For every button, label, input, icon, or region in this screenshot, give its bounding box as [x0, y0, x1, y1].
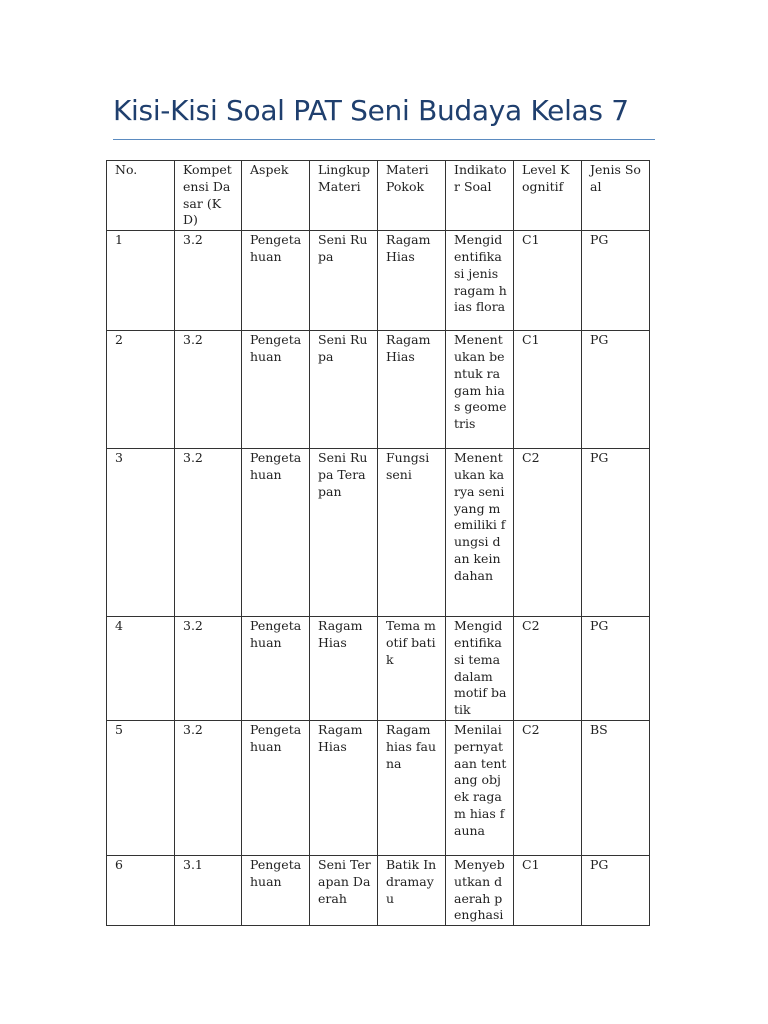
cell-materi: Ragam Hias	[378, 331, 446, 449]
header-no: No.	[107, 161, 175, 231]
cell-kd: 3.2	[175, 617, 242, 721]
cell-no: 5	[107, 720, 175, 855]
table-row	[107, 449, 650, 617]
cell-indikator: Menentukan karya seni yang memiliki fungsi dan keindahan	[446, 449, 514, 617]
cell-materi: Ragam Hias	[378, 231, 446, 331]
cell-jenis: PG	[582, 231, 650, 331]
header-lingkup-materi: Lingkup Materi	[310, 161, 378, 231]
header-materi-pokok: Materi Pokok	[378, 161, 446, 231]
cell-level: C2	[514, 449, 582, 617]
table-row	[107, 617, 650, 721]
cell-aspek: Pengetahuan	[242, 855, 310, 925]
cell-level: C1	[514, 855, 582, 925]
cell-lingkup: Ragam Hias	[310, 720, 378, 855]
cell-jenis: PG	[582, 331, 650, 449]
table-row	[107, 720, 650, 855]
cell-lingkup: Seni Rupa	[310, 231, 378, 331]
cell-aspek: Pengetahuan	[242, 449, 310, 617]
cell-lingkup: Seni Rupa	[310, 331, 378, 449]
cell-no: 4	[107, 617, 175, 721]
document-title: Kisi-Kisi Soal PAT Seni Budaya Kelas 7	[113, 94, 629, 127]
cell-jenis: PG	[582, 855, 650, 925]
cell-lingkup: Seni Terapan Daerah	[310, 855, 378, 925]
cell-jenis: PG	[582, 617, 650, 721]
cell-kd: 3.2	[175, 231, 242, 331]
header-kompetensi-dasar: Kompetensi Dasar (KD)	[175, 161, 242, 231]
cell-kd: 3.2	[175, 331, 242, 449]
cell-no: 6	[107, 855, 175, 925]
cell-no: 1	[107, 231, 175, 331]
cell-indikator: Menilai pernyataan tentang objek ragam hias fauna	[446, 720, 514, 855]
header-level-kognitif: Level Kognitif	[514, 161, 582, 231]
title-underline	[113, 139, 655, 140]
cell-kd: 3.2	[175, 449, 242, 617]
cell-indikator: Mengidentifikasi jenis ragam hias flora	[446, 231, 514, 331]
cell-aspek: Pengetahuan	[242, 231, 310, 331]
table-row	[107, 855, 650, 925]
cell-level: C1	[514, 231, 582, 331]
kisi-kisi-table	[106, 160, 650, 926]
cell-materi: Tema motif batik	[378, 617, 446, 721]
cell-lingkup: Seni Rupa Terapan	[310, 449, 378, 617]
cell-lingkup: Ragam Hias	[310, 617, 378, 721]
cell-materi: Batik Indramayu	[378, 855, 446, 925]
table-row	[107, 231, 650, 331]
header-jenis-soal: Jenis Soal	[582, 161, 650, 231]
cell-jenis: BS	[582, 720, 650, 855]
cell-aspek: Pengetahuan	[242, 720, 310, 855]
cell-aspek: Pengetahuan	[242, 617, 310, 721]
header-indikator-soal: Indikator Soal	[446, 161, 514, 231]
table-header-row	[107, 161, 650, 231]
cell-level: C1	[514, 331, 582, 449]
cell-kd: 3.1	[175, 855, 242, 925]
cell-kd: 3.2	[175, 720, 242, 855]
cell-materi: Ragam hias fauna	[378, 720, 446, 855]
cell-materi: Fungsi seni	[378, 449, 446, 617]
cell-level: C2	[514, 617, 582, 721]
cell-level: C2	[514, 720, 582, 855]
table-row	[107, 331, 650, 449]
cell-indikator: Menyebutkan daerah penghasi	[446, 855, 514, 925]
cell-no: 3	[107, 449, 175, 617]
cell-indikator: Mengidentifikasi tema dalam motif batik	[446, 617, 514, 721]
header-aspek: Aspek	[242, 161, 310, 231]
cell-no: 2	[107, 331, 175, 449]
cell-aspek: Pengetahuan	[242, 331, 310, 449]
cell-indikator: Menentukan bentuk ragam hias geometris	[446, 331, 514, 449]
cell-jenis: PG	[582, 449, 650, 617]
